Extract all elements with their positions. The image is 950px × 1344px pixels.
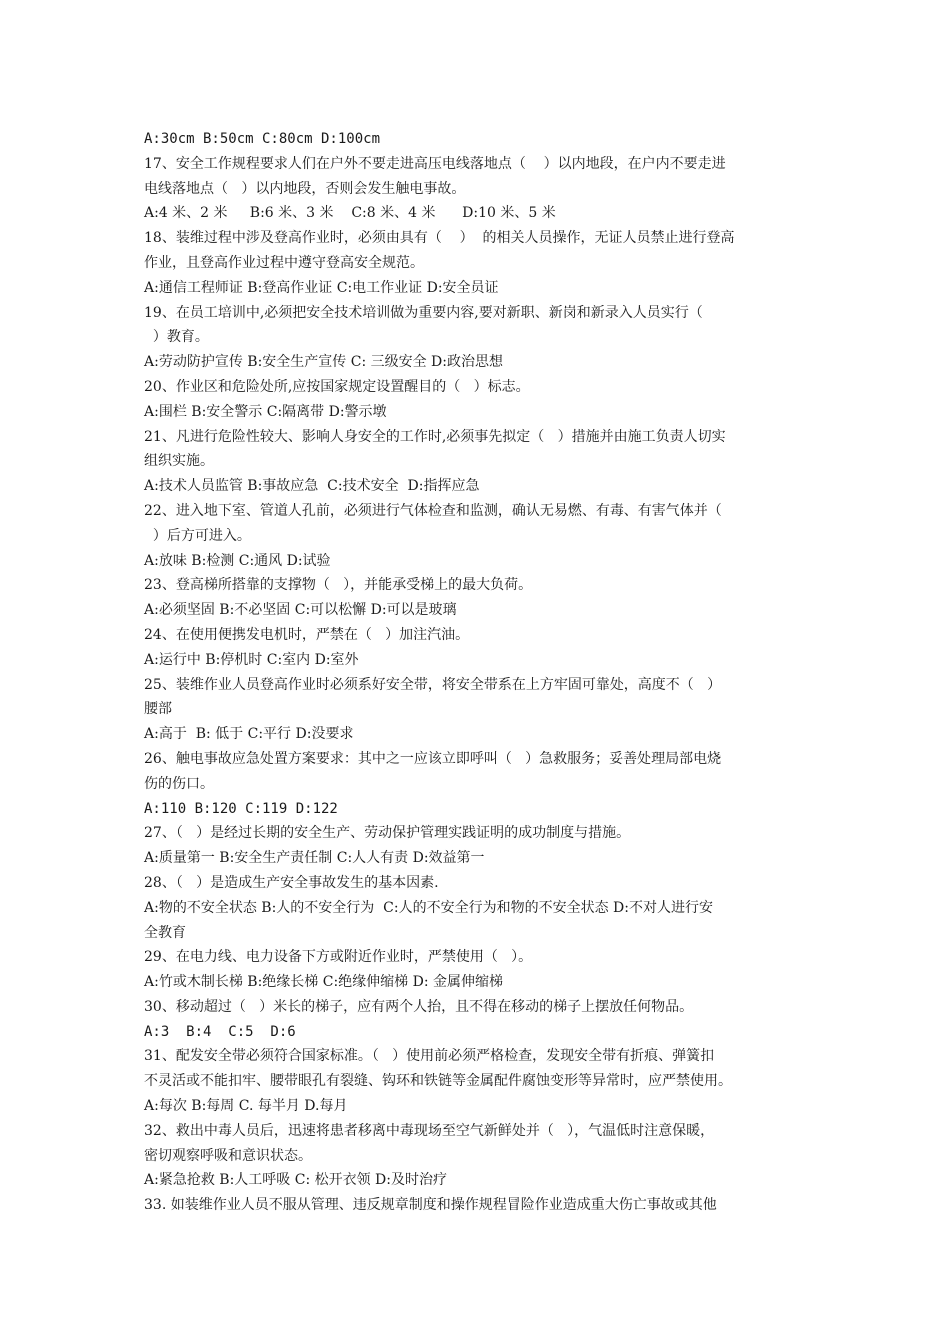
question-26-options: A:110 B:120 C:119 D:122 (144, 800, 338, 817)
question-27-line-1: 27、（ ）是经过长期的安全生产、劳动保护管理实践证明的成功制度与措施。 (144, 825, 631, 842)
question-23-line-1: 23、登高梯所搭靠的支撑物（ ），并能承受梯上的最大负荷。 (144, 577, 533, 594)
question-25-line-1: 25、装维作业人员登高作业时必须系好安全带，将安全带系在上方牢固可靠处，高度不（ ） (144, 676, 722, 693)
question-25-line-2: 腰部 (144, 701, 172, 718)
question-32-options: A:紧急抢救 B:人工呼吸 C: 松开衣领 D:及时治疗 (144, 1172, 448, 1189)
question-33-line-1: 33. 如装维作业人员不服从管理、违反规章制度和操作规程冒险作业造成重大伤亡事故或其他 (144, 1197, 717, 1214)
question-29-options: A:竹或木制长梯 B:绝缘长梯 C:绝缘伸缩梯 D: 金属伸缩梯 (144, 974, 504, 991)
question-20-options: A:围栏 B:安全警示 C:隔离带 D:警示墩 (144, 403, 387, 420)
question-22-line-2: ）后方可进入。 (144, 527, 251, 544)
question-24-options: A:运行中 B:停机时 C:室内 D:室外 (144, 651, 359, 668)
question-19-options: A:劳动防护宣传 B:安全生产宣传 C: 三级安全 D:政治思想 (144, 354, 504, 371)
question-28-line-1: 28、（ ）是造成生产安全事故发生的基本因素. (144, 874, 439, 891)
question-18-line-1: 18、装维过程中涉及登高作业时，必须由具有（ ） 的相关人员操作，无证人员禁止进行登高 (144, 230, 735, 247)
question-26-line-1: 26、触电事故应急处置方案要求：其中之一应该立即呼叫（ ）急救服务；妥善处理局部电烧 (144, 750, 722, 767)
question-32-line-1: 32、救出中毒人员后，迅速将患者移离中毒现场至空气新鲜处并（ ），气温低时注意保暖， (144, 1122, 715, 1139)
question-28-options-line-2: 全教育 (144, 924, 186, 941)
question-18-line-2: 作业，且登高作业过程中遵守登高安全规范。 (144, 254, 424, 271)
question-31-options: A:每次 B:每周 C. 每半月 D.每月 (144, 1098, 348, 1115)
option-line: A:30cm B:50cm C:80cm D:100cm (144, 131, 381, 147)
question-22-line-1: 22、进入地下室、管道人孔前，必须进行气体检查和监测，确认无易燃、有毒、有害气体并（ (144, 502, 722, 519)
question-17-line-2: 电线落地点（ ）以内地段，否则会发生触电事故。 (144, 180, 466, 197)
question-28-options-line-1: A:物的不安全状态 B:人的不安全行为 C:人的不安全行为和物的不安全状态 D:不对人进行安 (144, 899, 714, 916)
question-25-options: A:高于 B: 低于 C:平行 D:没要求 (144, 726, 354, 743)
question-21-line-1: 21、凡进行危险性较大、影响人身安全的工作时,必须事先拟定（ ）措施并由施工负责人切实 (144, 428, 726, 445)
question-27-options: A:质量第一 B:安全生产责任制 C:人人有责 D:效益第一 (144, 850, 485, 867)
question-26-line-2: 伤的伤口。 (144, 775, 214, 792)
question-21-line-2: 组织实施。 (144, 453, 214, 470)
question-24-line-1: 24、在使用便携发电机时，严禁在（ ）加注汽油。 (144, 626, 470, 643)
question-30-line-1: 30、移动超过（ ）米长的梯子，应有两个人抬，且不得在移动的梯子上摆放任何物品。 (144, 998, 694, 1015)
question-22-options: A:放味 B:检测 C:通风 D:试验 (144, 552, 331, 569)
question-17-line-1: 17、安全工作规程要求人们在户外不要走进高压电线落地点（ ）以内地段，在户内不要走进 (144, 155, 726, 172)
question-23-options: A:必须坚固 B:不必坚固 C:可以松懈 D:可以是玻璃 (144, 602, 457, 619)
question-32-line-2: 密切观察呼吸和意识状态。 (144, 1147, 312, 1164)
question-21-options: A:技术人员监管 B:事故应急 C:技术安全 D:指挥应急 (144, 478, 480, 495)
question-18-options: A:通信工程师证 B:登高作业证 C:电工作业证 D:安全员证 (144, 279, 499, 296)
document-page (144, 127, 809, 1218)
question-19-line-1: 19、在员工培训中,必须把安全技术培训做为重要内容,要对新职、新岗和新录入人员实行（ (144, 304, 703, 321)
question-20-line-1: 20、作业区和危险处所,应按国家规定设置醒目的（ ）标志。 (144, 378, 530, 395)
question-30-options: A:3 B:4 C:5 D:6 (144, 1023, 296, 1040)
question-17-options: A:4 米、2 米 B:6 米、3 米 C:8 米、4 米 D:10 米、5 米 (144, 205, 556, 222)
question-31-line-1: 31、配发安全带必须符合国家标准。（ ）使用前必须严格检查，发现安全带有折痕、弹簧扣 (144, 1048, 715, 1065)
question-19-line-2: ）教育。 (144, 329, 209, 346)
question-29-line-1: 29、在电力线、电力设备下方或附近作业时，严禁使用（ ）。 (144, 949, 533, 966)
question-31-line-2: 不灵活或不能扣牢、腰带眼孔有裂缝、钩环和铁链等金属配件腐蚀变形等异常时，应严禁使用。 (144, 1073, 732, 1090)
